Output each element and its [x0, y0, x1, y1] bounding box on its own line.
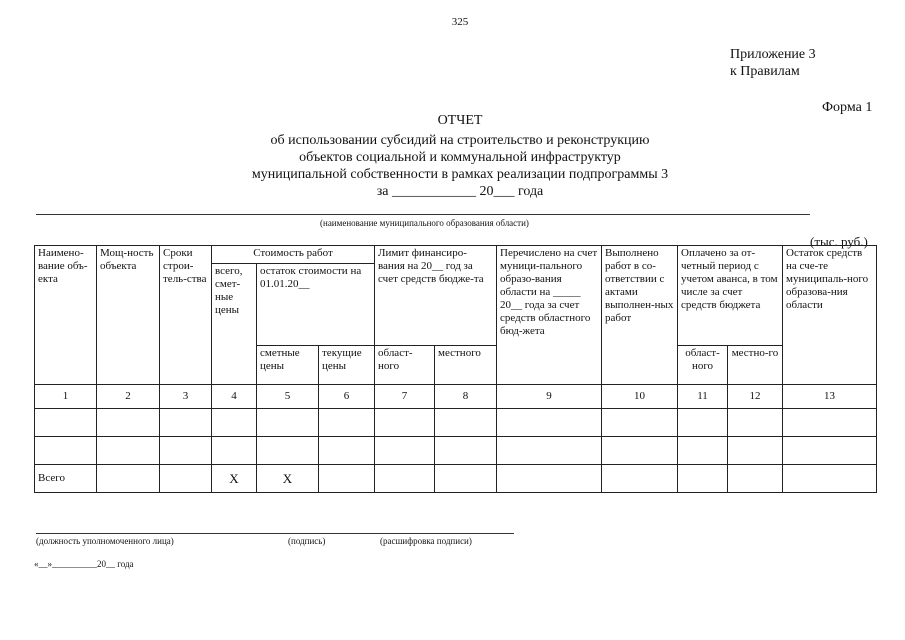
header-paid-regional: област-ного [678, 346, 728, 385]
municipality-fill-line [36, 214, 810, 215]
form-label: Форма 1 [822, 100, 873, 115]
header-capacity: Мощ-ность объекта [97, 246, 160, 385]
col-number: 2 [97, 385, 160, 409]
header-work-done: Выполнено работ в со-ответствии с актами выполнен-ных работ [602, 246, 678, 385]
col-number: 5 [257, 385, 319, 409]
col-number: 10 [602, 385, 678, 409]
report-title: ОТЧЕТ [437, 113, 483, 128]
col-number: 6 [319, 385, 375, 409]
appendix-note [730, 46, 816, 80]
col-number: 8 [435, 385, 497, 409]
header-construction-terms: Сроки строи-тель-ства [160, 246, 212, 385]
header-limit-regional: област-ного [375, 346, 435, 385]
table-row [35, 437, 877, 465]
table-row [35, 409, 877, 437]
total-cost-mark: Х [212, 465, 257, 493]
appendix-line2: к Правилам [730, 64, 800, 79]
col-number: 9 [497, 385, 602, 409]
appendix-line1: Приложение 3 [730, 47, 816, 62]
report-subtitle-line1: об использовании субсидий на строительство и реконструкцию [270, 133, 650, 148]
report-period: за ____________ 20___ года [376, 184, 544, 199]
total-label: Всего [35, 465, 97, 493]
signature-date: «__»__________20__ года [34, 559, 134, 569]
header-paid: Оплачено за от-четный период с учетом аванса, в том числе за счет средств бюджета [678, 246, 783, 346]
header-estimate-prices: сметные цены [257, 346, 319, 385]
header-current-prices: текущие цены [319, 346, 375, 385]
report-subtitle-line3: муниципальной собственности в рамках реализации подпрограммы 3 [251, 167, 669, 182]
signature-decoding-caption: (расшифровка подписи) [380, 536, 472, 546]
header-cost-remainder: остаток стоимости на 01.01.20__ [257, 264, 375, 346]
total-row [35, 465, 877, 493]
header-financing-limit: Лимит финансиро-вания на 20__ год за счет средств бюдже-та [375, 246, 497, 346]
signature-fill-line [36, 533, 514, 534]
report-subtitle-line2: объектов социальной и коммунальной инфраструктур [299, 150, 621, 165]
col-number: 1 [35, 385, 97, 409]
col-number: 7 [375, 385, 435, 409]
page-number: 325 [451, 16, 469, 28]
signature-sign-caption: (подпись) [288, 536, 326, 546]
units-label: (тыс. руб.) [810, 234, 868, 249]
header-limit-local: местного [435, 346, 497, 385]
col-number: 12 [728, 385, 783, 409]
total-estimate-mark: Х [257, 465, 319, 493]
col-number: 3 [160, 385, 212, 409]
header-work-cost: Стоимость работ [212, 246, 375, 264]
header-transferred: Перечислено на счет муници-пального образо-вания области на _____ 20__ года за счет средств областного бюд-жета [497, 246, 602, 385]
col-number: 11 [678, 385, 728, 409]
header-object-name: Наимено-вание объ-екта [35, 246, 97, 385]
header-cost-total: всего, смет-ные цены [212, 264, 257, 385]
col-number: 13 [783, 385, 877, 409]
municipality-caption: (наименование муниципального образования области) [320, 218, 529, 228]
header-balance: Остаток средств на сче-те муниципаль-ного образова-ния области [783, 246, 877, 385]
report-table [34, 245, 877, 493]
signature-position-caption: (должность уполномоченного лица) [36, 536, 174, 546]
header-paid-local: местно-го [728, 346, 783, 385]
col-number: 4 [212, 385, 257, 409]
